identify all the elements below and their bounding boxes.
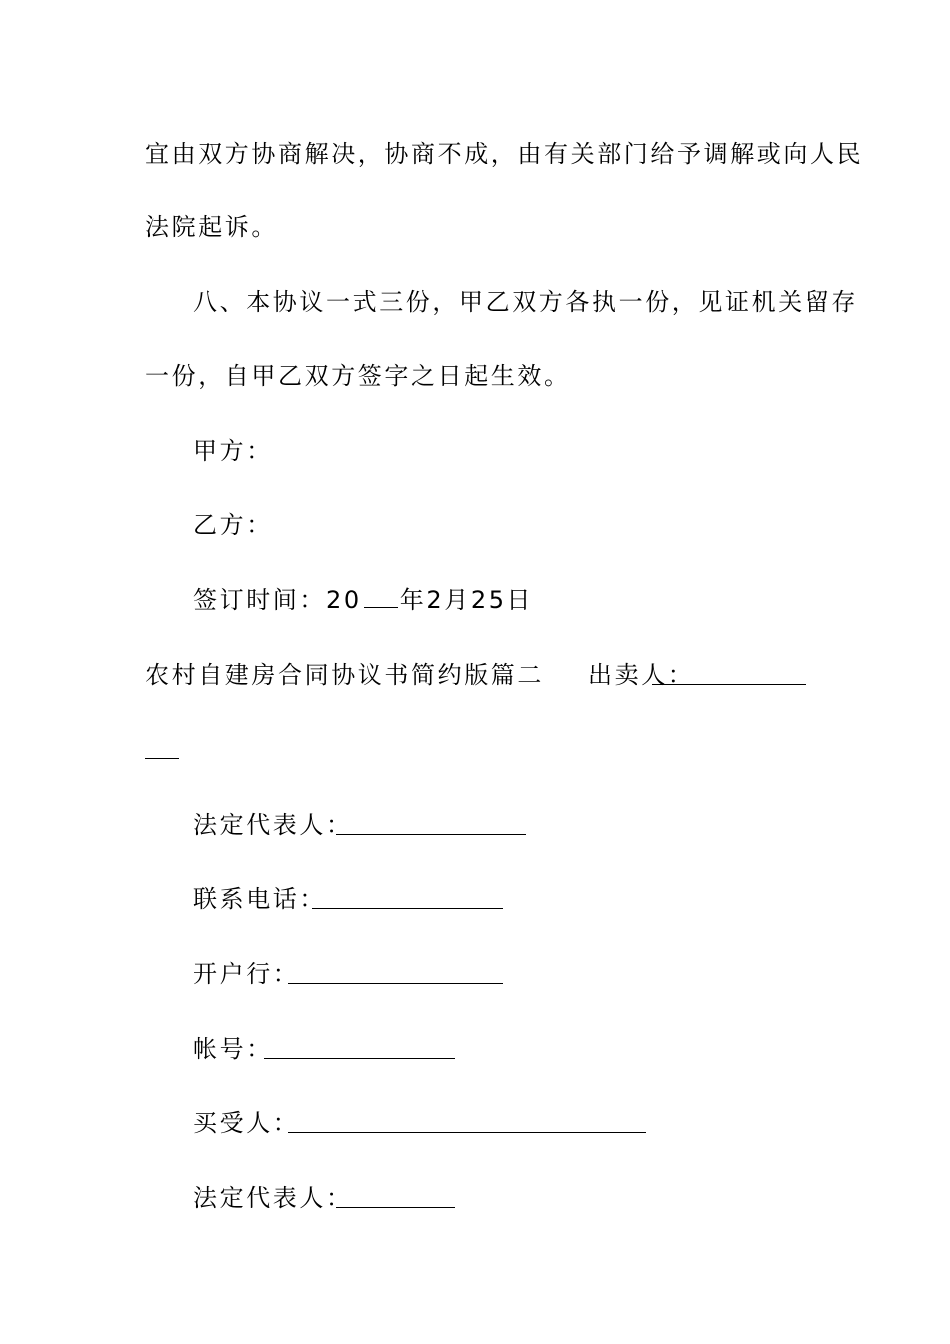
party-a-label: 甲方： (193, 437, 273, 465)
party-b-label: 乙方： (193, 511, 273, 539)
section-title: 农村自建房合同协议书简约版篇二 (145, 661, 544, 689)
paragraph-8-line-1: 八、本协议一式三份，甲乙双方各执一份，见证机关留存 (193, 288, 858, 316)
seller-blank (652, 684, 806, 685)
year-blank (364, 585, 398, 608)
paragraph-8-line-2: 一份，自甲乙双方签字之日起生效。 (145, 362, 571, 390)
signing-date-rest: 年2月25日 (399, 586, 534, 614)
seller-label: 出卖人： (588, 661, 695, 689)
paragraph-7-line-2: 法院起诉。 (145, 213, 278, 241)
account-field: 帐号： (193, 1035, 273, 1063)
bank-blank (288, 983, 503, 984)
buyer-legal-rep-field: 法定代表人： (193, 1184, 353, 1212)
buyer-blank (288, 1132, 646, 1133)
paragraph-7-line-1: 宜由双方协商解决，协商不成，由有关部门给予调解或向人民 (145, 140, 864, 168)
phone-blank (312, 908, 503, 909)
legal-rep-field: 法定代表人： (193, 811, 353, 839)
buyer-legal-rep-blank (336, 1207, 455, 1208)
phone-field: 联系电话： (193, 885, 326, 913)
signing-date (193, 585, 810, 615)
seller-blank-continued (145, 758, 179, 759)
section-title-line (145, 660, 810, 690)
legal-rep-blank (336, 834, 526, 835)
bank-field: 开户行： (193, 960, 300, 988)
buyer-field: 买受人： (193, 1109, 300, 1137)
signing-date-label: 签订时间：20 (193, 586, 362, 614)
account-blank (264, 1058, 455, 1059)
